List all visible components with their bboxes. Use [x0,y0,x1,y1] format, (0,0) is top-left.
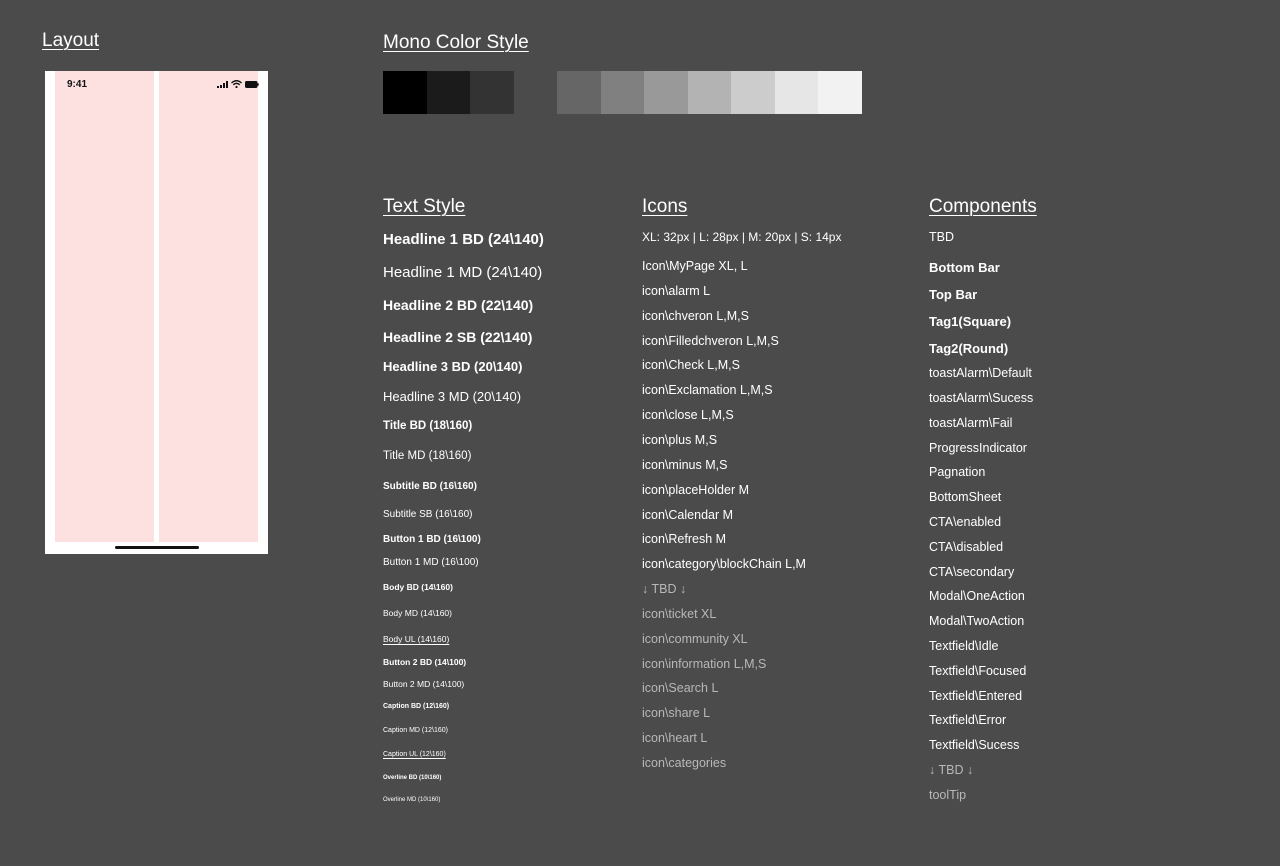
text-style-item: Headline 1 BD (24\140) [383,231,544,248]
text-style-item: Caption MD (12\160) [383,727,448,734]
text-style-item: Caption BD (12\160) [383,703,450,710]
component-list-item: toolTip [929,788,967,802]
text-style-item: Headline 1 MD (24\140) [383,264,543,281]
layout-column-right [159,71,258,542]
cellular-signal-icon [217,81,228,88]
icon-list-item: icon\category\blockChain L,M [642,557,806,572]
mono-color-heading: Mono Color Style [383,32,529,53]
component-list-item: Bottom Bar [929,260,1000,275]
phone-layout-frame [45,71,268,554]
mono-swatch-dark-2 [427,71,471,114]
components-heading: Components [929,196,1037,217]
text-style-heading: Text Style [383,196,466,217]
status-bar-icons [217,80,259,88]
text-style-item: Subtitle BD (16\160) [383,481,477,492]
text-style-item: Button 2 BD (14\100) [383,657,467,667]
icon-list-item: icon\ticket XL [642,606,717,621]
component-list-item: Textfield\Idle [929,639,999,653]
icon-list-item: icon\placeHolder M [642,482,749,497]
component-list-item: Tag2(Round) [929,341,1009,356]
component-list-item: BottomSheet [929,490,1002,504]
icon-list-item: icon\share L [642,706,711,721]
text-style-item: Title MD (18\160) [383,450,472,462]
layout-column-left [55,71,154,542]
mono-swatch-light-1 [557,71,601,114]
component-list-item: toastAlarm\Fail [929,416,1013,430]
text-style-item: Headline 3 MD (20\140) [383,389,522,404]
component-list-item: toastAlarm\Default [929,366,1032,380]
home-indicator [115,546,199,549]
mono-swatch-light-6 [775,71,819,114]
icon-list-item: icon\Search L [642,681,719,696]
text-style-item: Button 1 BD (16\100) [383,534,481,545]
status-bar-time: 9:41 [67,79,88,90]
text-style-item: Body BD (14\160) [383,582,453,592]
icon-list-item: icon\information L,M,S [642,656,767,671]
component-list-item: Textfield\Entered [929,689,1023,703]
text-style-item: Headline 3 BD (20\140) [383,359,523,374]
icon-list-item: icon\community XL [642,631,748,646]
icon-list-item: icon\categories [642,756,727,770]
text-style-item: Caption UL (12\160) [383,751,446,758]
component-list-item: CTA\secondary [929,565,1015,579]
component-list-item: Modal\OneAction [929,589,1025,603]
layout-heading: Layout [42,30,100,51]
component-list-item: Textfield\Focused [929,664,1027,678]
text-style-item: Headline 2 BD (22\140) [383,297,534,313]
component-list-item: Pagnation [929,465,986,479]
icon-sizes-legend: XL: 32px | L: 28px | M: 20px | S: 14px [642,230,842,244]
icon-list-item: icon\alarm L [642,283,711,298]
mono-swatch-group-light [557,71,862,114]
component-list-item: CTA\enabled [929,515,1002,529]
icons-heading: Icons [642,196,688,217]
text-style-item: Button 1 MD (16\100) [383,557,479,568]
icon-list-item: icon\Filledchveron L,M,S [642,333,779,348]
text-style-item: Overline BD (10\160) [383,775,442,781]
icon-list-item: icon\Calendar M [642,507,734,522]
icon-list-item: icon\heart L [642,731,708,746]
component-list-item: CTA\disabled [929,540,1004,554]
component-list-item: Modal\TwoAction [929,614,1025,628]
component-list-item: Top Bar [929,287,978,302]
mono-swatch-light-7 [818,71,862,114]
mono-swatch-dark-3 [470,71,514,114]
text-style-item: Headline 2 SB (22\140) [383,329,533,345]
tbd-divider: ↓ TBD ↓ [642,582,687,597]
icon-list-item: icon\chveron L,M,S [642,308,749,323]
mono-swatch-dark-1 [383,71,427,114]
text-style-item: Subtitle SB (16\160) [383,509,473,520]
tbd-divider: ↓ TBD ↓ [929,763,974,777]
text-style-item: Button 2 MD (14\100) [383,679,465,689]
mono-swatch-light-2 [601,71,645,114]
icon-list-item: icon\Check L,M,S [642,358,740,373]
component-list-item: Textfield\Sucess [929,738,1020,752]
text-style-item: Body MD (14\160) [383,608,452,618]
component-list-item: Tag1(Square) [929,314,1012,329]
text-style-item: Title BD (18\160) [383,420,473,432]
mono-swatch-light-5 [731,71,775,114]
text-style-item: Overline MD (10\160) [383,797,441,803]
icon-list-item: Icon\MyPage XL, L [642,259,748,273]
icon-list-item: icon\Refresh M [642,532,727,547]
icon-list-item: icon\minus M,S [642,457,728,472]
battery-icon [245,81,259,88]
component-list-item: ProgressIndicator [929,441,1027,455]
component-list-item: toastAlarm\Sucess [929,391,1034,405]
icon-list-item: icon\plus M,S [642,432,718,447]
mono-swatch-group-dark [383,71,514,114]
icon-list-item: icon\Exclamation L,M,S [642,383,773,398]
component-list-item: TBD [929,230,954,244]
component-list-item: Textfield\Error [929,713,1007,727]
mono-swatch-light-3 [644,71,688,114]
mono-swatch-light-4 [688,71,732,114]
wifi-icon [231,80,242,88]
text-style-item: Body UL (14\160) [383,634,450,644]
icon-list-item: icon\close L,M,S [642,408,734,423]
